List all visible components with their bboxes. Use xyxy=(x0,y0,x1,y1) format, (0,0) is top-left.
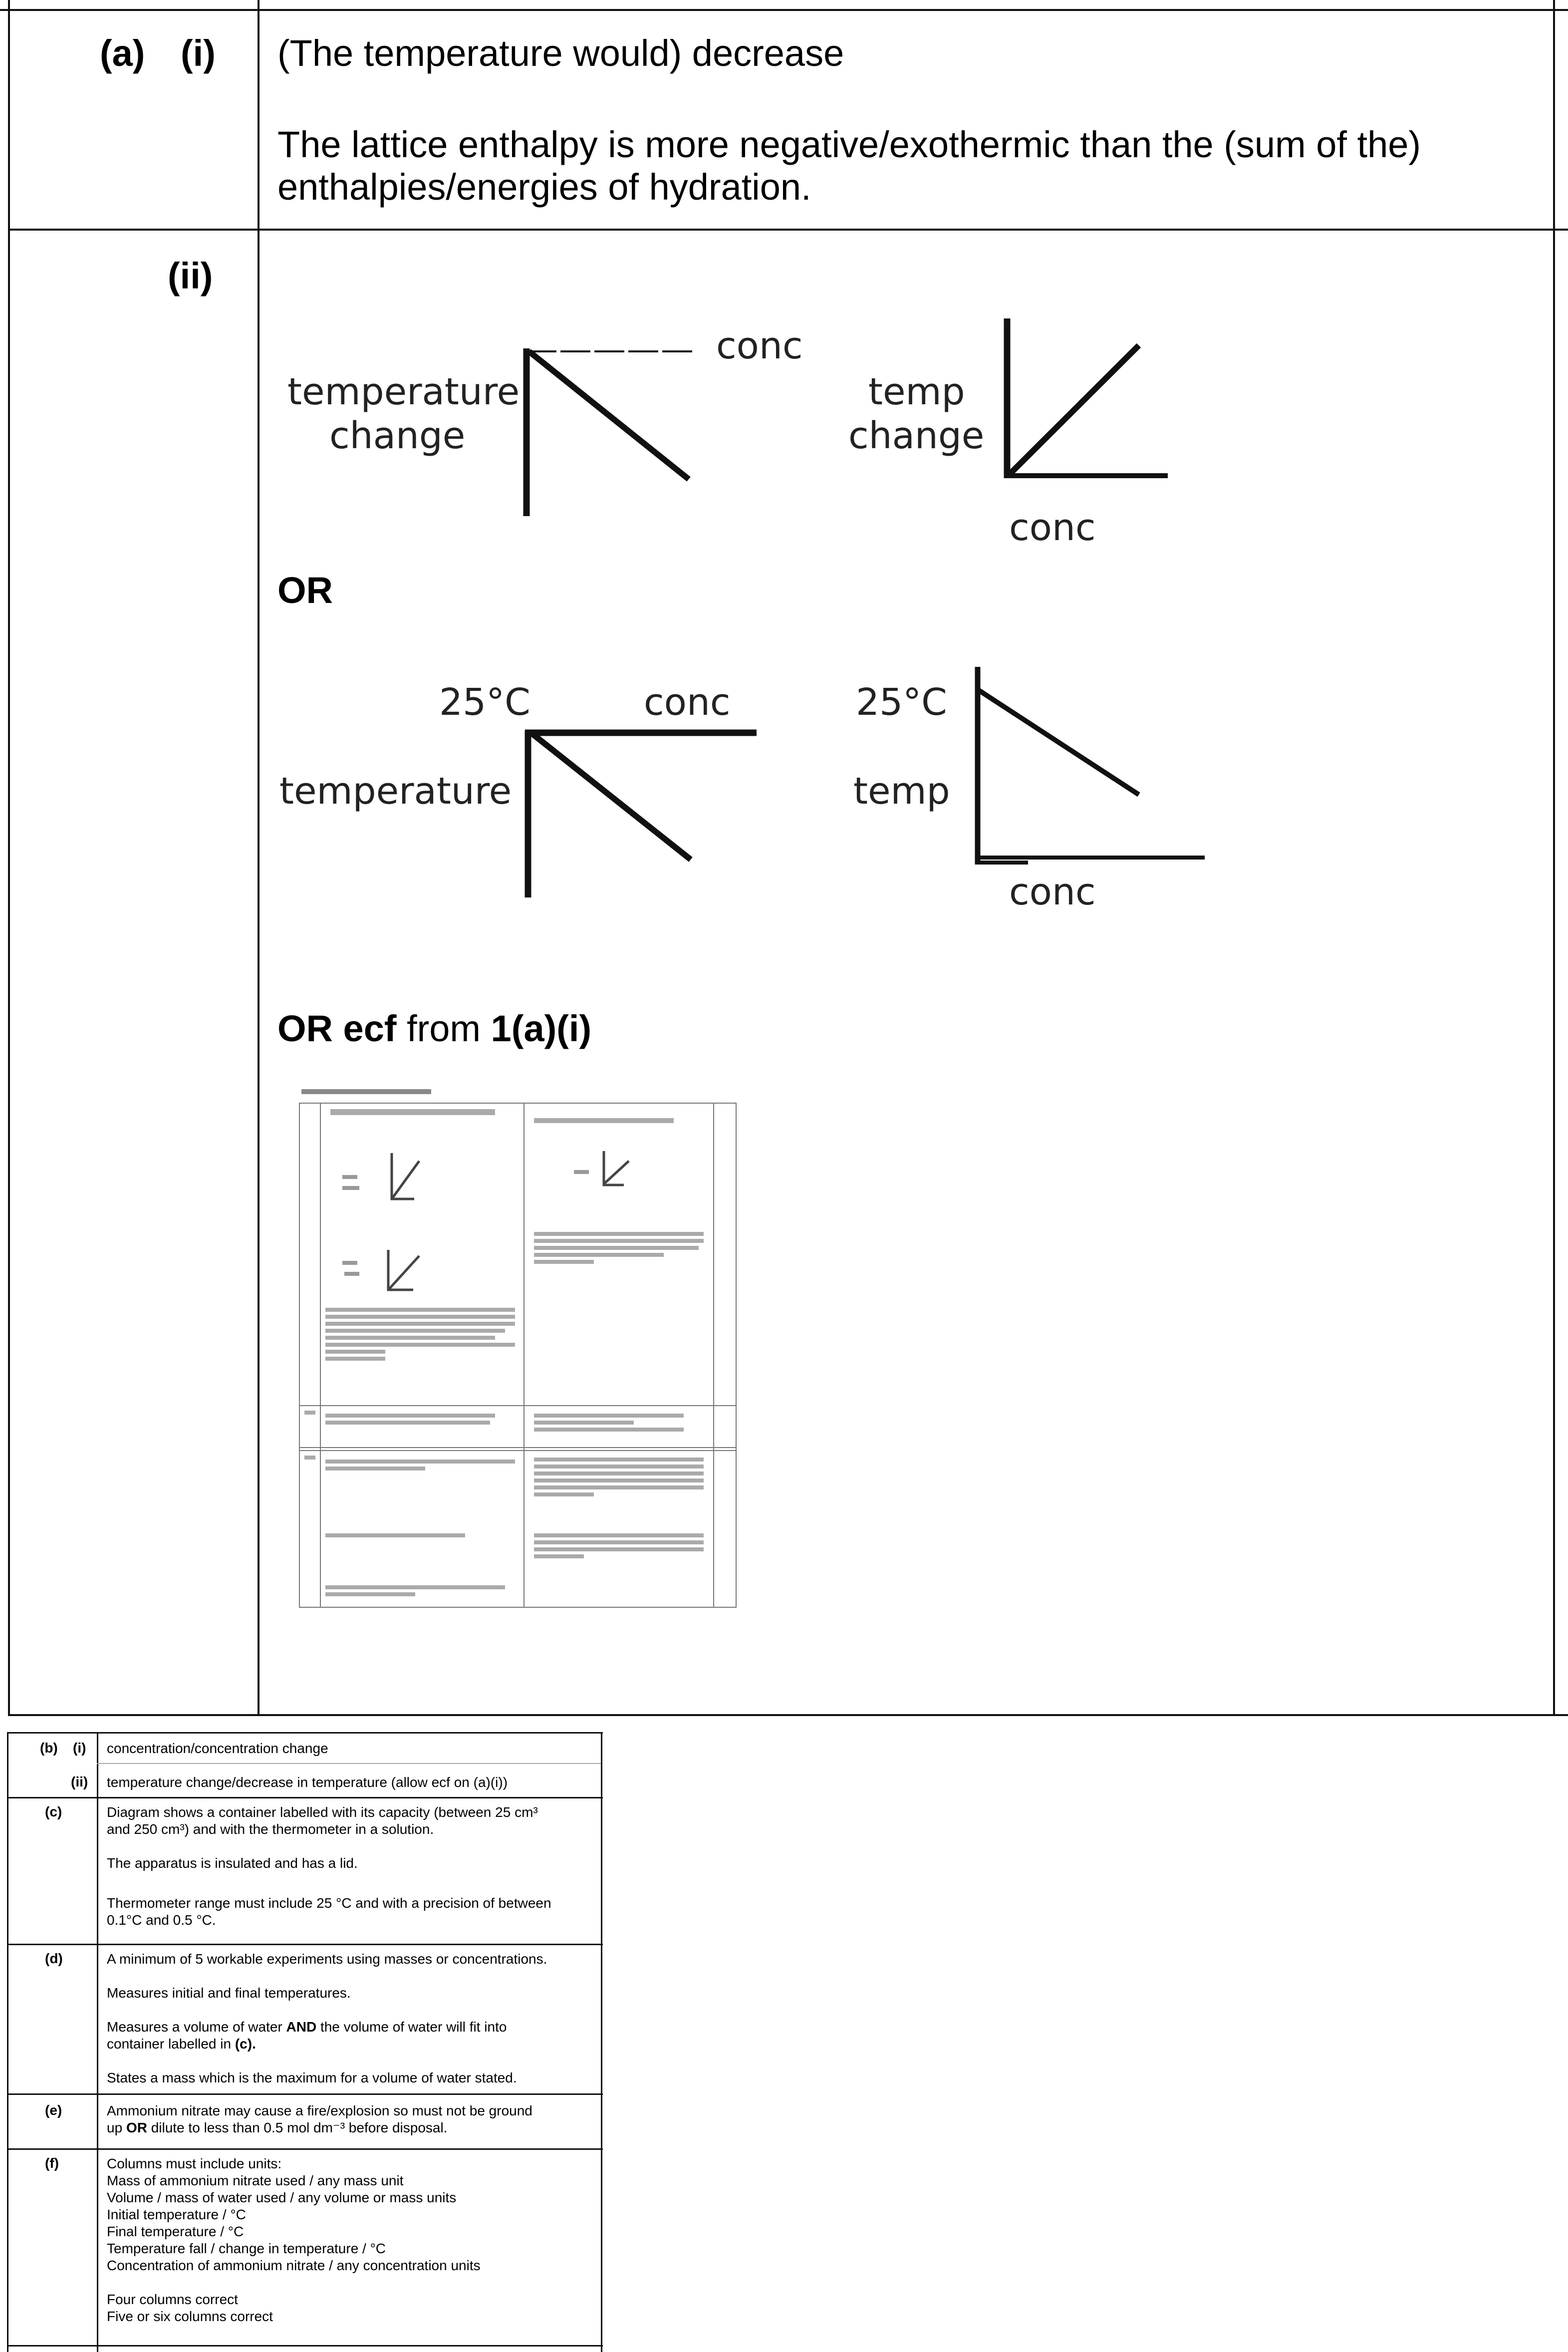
bt-row-divider-2 xyxy=(7,1797,603,1798)
row-e-line1: Ammonium nitrate may cause a fire/explosion so must not be ground xyxy=(107,2103,532,2118)
part-a-i-label: (i) xyxy=(181,32,216,74)
bt-row-divider-3 xyxy=(7,1944,603,1945)
row-e-line2-a: up xyxy=(107,2120,123,2135)
graph2-ylabel-line2: change xyxy=(848,414,985,457)
row-d-line4-a: container labelled in xyxy=(107,2036,232,2052)
a-i-reason-line2: enthalpies/energies of hydration. xyxy=(277,166,811,208)
or-ecf-line xyxy=(277,1006,591,1051)
or-ecf-bold: OR ecf xyxy=(277,1008,397,1049)
row-f-label: (f) xyxy=(45,2155,59,2171)
a-i-answer: (The temperature would) decrease xyxy=(277,32,844,74)
row-f-line3: Volume / mass of water used / any volume or mass units xyxy=(107,2190,457,2205)
or-ecf-from: from xyxy=(407,1008,481,1049)
row-c-line1: Diagram shows a container labelled with its capacity (between 25 cm³ xyxy=(107,1804,538,1820)
graph4-axes xyxy=(968,664,1208,874)
row-d-line3-and: AND xyxy=(286,2019,317,2035)
row-b-ii-text: temperature change/decrease in temperature (allow ecf on (a)(i)) xyxy=(107,1774,508,1790)
row-d-line3-a: Measures a volume of water xyxy=(107,2019,282,2035)
row-c-line2: and 250 cm³) and with the thermometer in a solution. xyxy=(107,1821,434,1837)
right-border xyxy=(1553,0,1555,1716)
embedded-markscheme-thumbnail xyxy=(294,1086,744,1615)
graph4-xlabel: conc xyxy=(1009,871,1096,913)
graph1-ylabel-line1: temperature xyxy=(287,370,520,413)
graph4-ylabel: temp xyxy=(853,770,950,813)
row-divider xyxy=(8,229,1568,231)
left-border xyxy=(8,0,10,1716)
row-d-line2: Measures initial and final temperatures. xyxy=(107,1985,351,2001)
graph2-ylabel-line1: temp xyxy=(868,370,965,413)
graph1-ylabel-line2: change xyxy=(329,414,466,457)
row-d-line4-c: (c). xyxy=(235,2036,256,2052)
bt-row-divider-1 xyxy=(97,1763,601,1764)
row-f-line6: Temperature fall / change in temperature / °C xyxy=(107,2241,386,2256)
row-f-line1: Columns must include units: xyxy=(107,2156,282,2171)
row-b-i-text: concentration/concentration change xyxy=(107,1741,328,1756)
bt-bottom-border xyxy=(7,2345,603,2347)
graph2-xlabel: conc xyxy=(1009,506,1096,549)
row-c-line4: Thermometer range must include 25 °C and with a precision of between xyxy=(107,1895,551,1911)
row-f-line8: Four columns correct xyxy=(107,2292,238,2307)
bt-row-divider-4 xyxy=(7,2093,603,2095)
graph4-origin-label: 25°C xyxy=(856,681,947,724)
row-f-line7: Concentration of ammonium nitrate / any concentration units xyxy=(107,2258,481,2273)
row-d-line3-b: the volume of water will fit into xyxy=(320,2019,507,2035)
or-ecf-ref: 1(a)(i) xyxy=(491,1008,592,1049)
bt-col-divider xyxy=(97,1732,98,2352)
row-b-ii-label: (ii) xyxy=(71,1774,88,1789)
or-label-1: OR xyxy=(277,570,333,611)
row-e-line2 xyxy=(107,2119,447,2136)
row-d-line3 xyxy=(107,2019,507,2036)
row-c-line3: The apparatus is insulated and has a lid. xyxy=(107,1855,358,1871)
row-c-label: (c) xyxy=(45,1804,62,1819)
graph3-ylabel: temperature xyxy=(279,770,512,813)
top-border xyxy=(0,9,1568,11)
row-d-line1: A minimum of 5 workable experiments using masses or concentrations. xyxy=(107,1951,547,1967)
bt-right-border xyxy=(601,1732,602,2352)
graph1-axis-label: conc xyxy=(716,324,803,367)
row-e-line2-b: dilute to less than 0.5 mol dm⁻³ before disposal. xyxy=(151,2120,448,2135)
graph3-origin-label: 25°C xyxy=(439,681,530,724)
row-e-label: (e) xyxy=(45,2102,62,2118)
graph2-axes xyxy=(993,309,1173,489)
row-d-label: (d) xyxy=(45,1951,63,1966)
bt-left-border xyxy=(7,1732,8,2352)
part-a-ii-label: (ii) xyxy=(168,255,213,296)
bottom-border xyxy=(8,1714,1568,1716)
graph3-axes xyxy=(514,719,764,903)
bt-row-divider-5 xyxy=(7,2148,603,2150)
a-i-reason-line1: The lattice enthalpy is more negative/exothermic than the (sum of the) xyxy=(277,124,1421,165)
row-b-label: (b) xyxy=(40,1740,58,1756)
row-f-line9: Five or six columns correct xyxy=(107,2309,273,2324)
graph3-axis-label: conc xyxy=(644,681,731,724)
part-a-label: (a) xyxy=(100,32,145,74)
row-d-line4 xyxy=(107,2036,256,2053)
row-f-line4: Initial temperature / °C xyxy=(107,2207,246,2222)
row-f-line2: Mass of ammonium nitrate used / any mass unit xyxy=(107,2173,404,2188)
row-b-i-label: (i) xyxy=(73,1740,86,1756)
row-f-line5: Final temperature / °C xyxy=(107,2224,244,2239)
row-e-line2-or: OR xyxy=(126,2120,147,2135)
row-d-line5: States a mass which is the maximum for a volume of water stated. xyxy=(107,2070,517,2085)
graph1-axes xyxy=(499,319,729,519)
row-c-line5: 0.1°C and 0.5 °C. xyxy=(107,1912,216,1928)
col-divider xyxy=(258,0,260,1716)
